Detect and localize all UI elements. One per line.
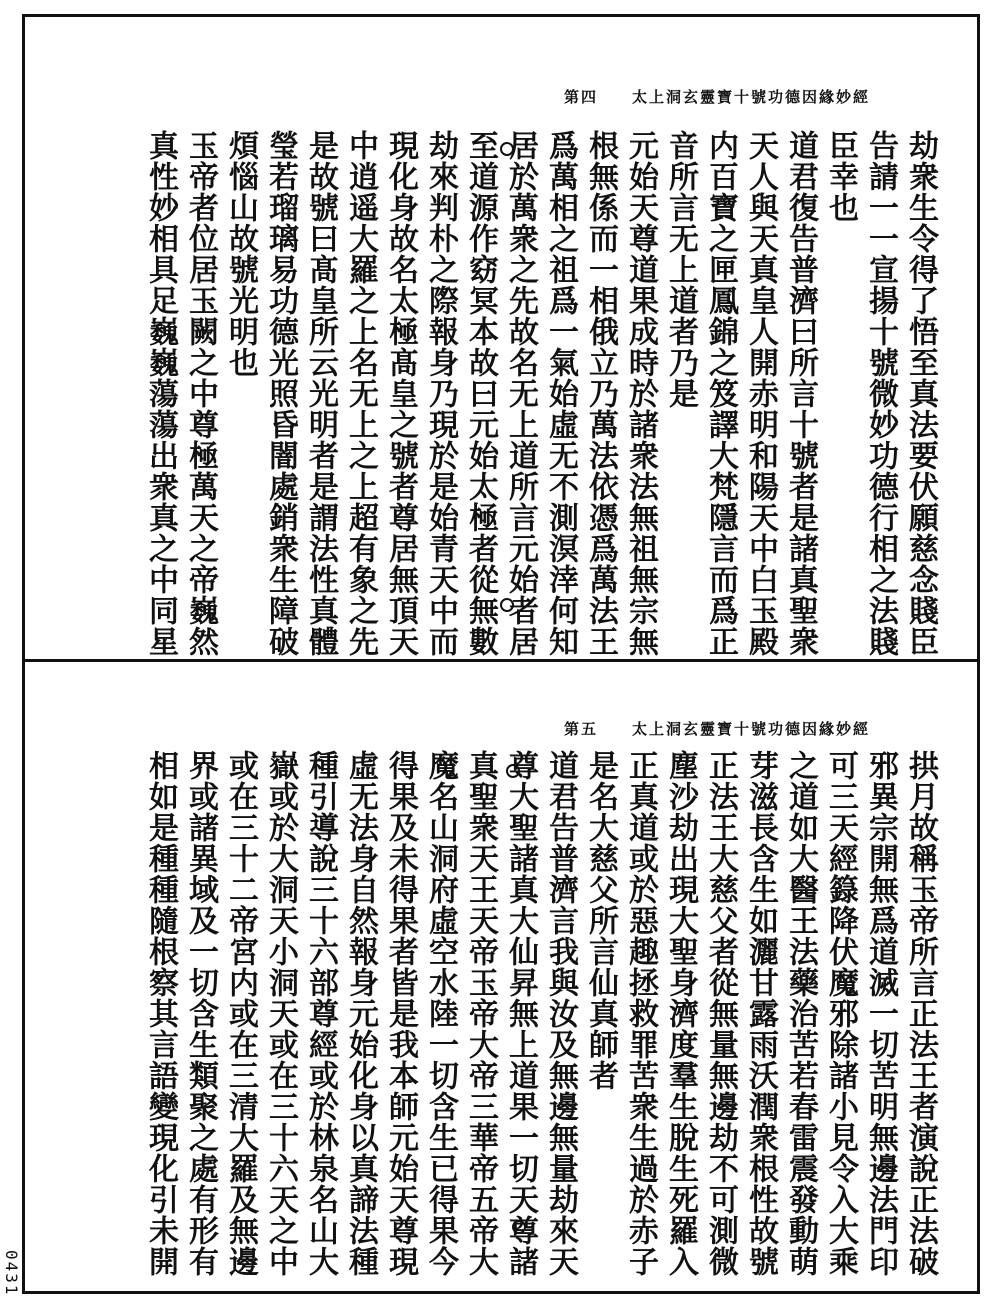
- text-column: 至道源作窈冥本故曰元始太極者從無數: [463, 130, 498, 657]
- text-column: 内百寶之匣鳳錦之笈譯大梵隱言而爲正: [703, 130, 738, 657]
- lower-page: [40, 718, 940, 1290]
- text-column: 天人與天真皇人開赤明和陽天中白玉殿: [743, 130, 778, 657]
- text-column: 臣幸也: [823, 130, 858, 223]
- text-column: 可三天經籙降伏魔邪除諸小見令入大乘: [823, 750, 858, 1277]
- text-column: 真性妙相具足巍巍蕩蕩出衆真之中同星: [143, 130, 178, 657]
- text-column: 瑩若瑠璃易功德光照昏闇處銷衆生障破: [263, 130, 298, 657]
- text-column: 尊大聖諸真大仙昇無上道果一切天尊諸: [503, 750, 538, 1277]
- upper-text-columns: [140, 130, 940, 670]
- text-column: 得果及未得果者皆是我本師元始天尊現: [383, 750, 418, 1277]
- section-mark-circle: [512, 1220, 526, 1234]
- lower-text-columns: [140, 750, 940, 1310]
- upper-page-number: 第四: [563, 88, 598, 106]
- text-column: 音所言无上道者乃是: [663, 130, 698, 409]
- text-column: 正法王大慈父者從無量無邊劫不可測微: [703, 750, 738, 1277]
- text-column: 芽滋長含生如灑甘露雨沃潤衆根性故號: [743, 750, 778, 1277]
- text-column: 爲萬相之祖爲一氣始虛无不測溟涬何知: [543, 130, 578, 657]
- text-column: 根無係而一相俄立乃萬法依憑爲萬法王: [583, 130, 618, 657]
- text-column: 道君復告普濟曰所言十號者是諸真聖衆: [783, 130, 818, 657]
- text-column: 邪異宗開無爲道滅一切苦明無邊法門印: [863, 750, 898, 1277]
- lower-page-number: 第五: [563, 720, 598, 738]
- upper-page-header: [564, 86, 870, 107]
- text-column: 種引導說三十六部尊經或於林泉名山大: [303, 750, 338, 1277]
- section-mark-circle: [500, 598, 514, 612]
- upper-page: [40, 86, 940, 656]
- text-column: 居於萬衆之先故名无上道所言元始者居: [503, 130, 538, 657]
- lower-page-header: [564, 718, 870, 739]
- text-column: 嶽或於大洞天小洞天或在三十六天之中: [263, 750, 298, 1277]
- upper-sutra-title: 太上洞玄靈寶十號功德因緣妙經: [631, 88, 870, 106]
- text-column: 真聖衆天王天帝玉帝大帝三華帝五帝大: [463, 750, 498, 1277]
- text-column: 拱月故稱玉帝所言正法王者演說正法破: [903, 750, 938, 1277]
- text-column: 告請一一宣揚十號微妙功德行相之法賤: [863, 130, 898, 657]
- text-column: 煩惱山故號光明也: [223, 130, 258, 378]
- text-column: 是故號曰髙皇所云光明者是謂法性真體: [303, 130, 338, 657]
- text-column: 相如是種種隨根察其言語變現化引未開: [143, 750, 178, 1277]
- section-mark-circle: [500, 142, 514, 156]
- text-column: 虛无法身自然報身元始化身以真諦法種: [343, 750, 378, 1277]
- scan-page-number: 0431: [2, 1250, 21, 1297]
- text-column: 塵沙劫出現大聖身濟度羣生脫生死羅入: [663, 750, 698, 1277]
- text-column: 道君告普濟言我與汝及無邊無量劫來天: [543, 750, 578, 1277]
- section-mark-circle: [506, 764, 520, 778]
- text-column: 之道如大醫王法藥治苦若春雷震發動萌: [783, 750, 818, 1277]
- text-column: 是名大慈父所言仙真師者: [583, 750, 618, 1091]
- text-column: 魔名山洞府虛空水陸一切含生已得果今: [423, 750, 458, 1277]
- text-column: 劫衆生令得了悟至真法要伏願慈念賤臣: [903, 130, 938, 657]
- text-column: 劫來判朴之際報身乃現於是始青天中而: [423, 130, 458, 657]
- text-column: 或在三十二帝宮内或在三清大羅及無邊: [223, 750, 258, 1277]
- text-column: 正真道或於惡趣拯救罪苦衆生過於赤子: [623, 750, 658, 1277]
- text-column: 現化身故名太極髙皇之號者尊居無頂天: [383, 130, 418, 657]
- text-column: 界或諸異域及一切含生類聚之處有形有: [183, 750, 218, 1277]
- text-column: 玉帝者位居玉闕之中尊極萬天之帝巍然: [183, 130, 218, 657]
- text-column: 中逍遥大羅之上名无上之上超有象之先: [343, 130, 378, 657]
- lower-sutra-title: 太上洞玄靈寶十號功德因緣妙經: [631, 720, 870, 738]
- text-column: 元始天尊道果成時於諸衆法無祖無宗無: [623, 130, 658, 657]
